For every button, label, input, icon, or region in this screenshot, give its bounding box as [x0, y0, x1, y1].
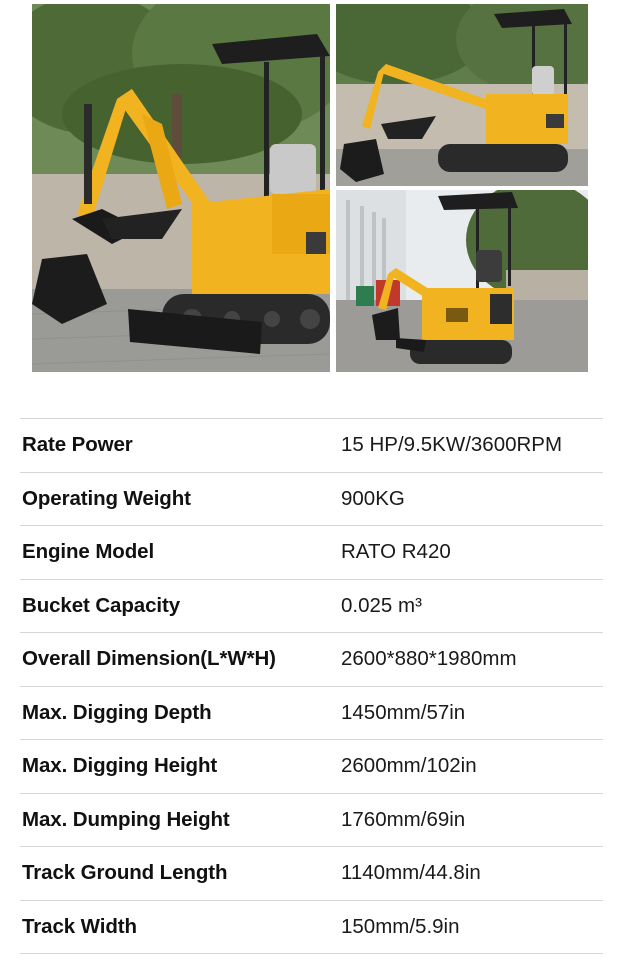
spec-value: 0.025 m³ — [341, 593, 422, 617]
spec-value: 150mm/5.9in — [341, 914, 460, 938]
excavator-front-photo[interactable] — [32, 4, 330, 372]
excavator-side-image — [336, 4, 588, 186]
spec-value: 1450mm/57in — [341, 700, 466, 724]
spec-label: Operating Weight — [22, 486, 191, 510]
spec-label: Bucket Capacity — [22, 593, 181, 617]
spec-value: 1140mm/44.8in — [341, 861, 481, 885]
excavator-rear-image — [336, 190, 588, 372]
spec-row — [20, 793, 603, 847]
spec-row — [20, 633, 603, 687]
spec-label: Max. Digging Height — [22, 754, 218, 778]
spec-label: Engine Model — [22, 540, 155, 564]
spec-row — [20, 526, 603, 580]
spec-table — [20, 418, 603, 954]
product-gallery — [0, 0, 624, 380]
spec-value: 900KG — [341, 486, 405, 510]
excavator-side-photo[interactable] — [336, 4, 588, 186]
spec-label: Overall Dimension(L*W*H) — [22, 647, 276, 671]
spec-label: Max. Digging Depth — [22, 700, 212, 724]
spec-value: RATO R420 — [341, 540, 451, 564]
spec-row — [20, 740, 603, 794]
spec-row — [20, 419, 603, 473]
spec-table-body — [20, 419, 603, 954]
spec-value: 1760mm/69in — [341, 807, 466, 831]
spec-label: Max. Dumping Height — [22, 807, 230, 831]
spec-value: 2600*880*1980mm — [341, 647, 517, 671]
spec-row — [20, 472, 603, 526]
spec-value: 2600mm/102in — [341, 754, 477, 778]
spec-row — [20, 847, 603, 901]
spec-label: Track Width — [22, 914, 137, 938]
excavator-rear-photo[interactable] — [336, 190, 588, 372]
excavator-front-image — [32, 4, 330, 372]
spec-row — [20, 686, 603, 740]
spec-row — [20, 579, 603, 633]
spec-label: Rate Power — [22, 433, 133, 457]
spec-value: 15 HP/9.5KW/3600RPM — [341, 433, 563, 457]
spec-row — [20, 900, 603, 954]
spec-label: Track Ground Length — [22, 861, 228, 885]
